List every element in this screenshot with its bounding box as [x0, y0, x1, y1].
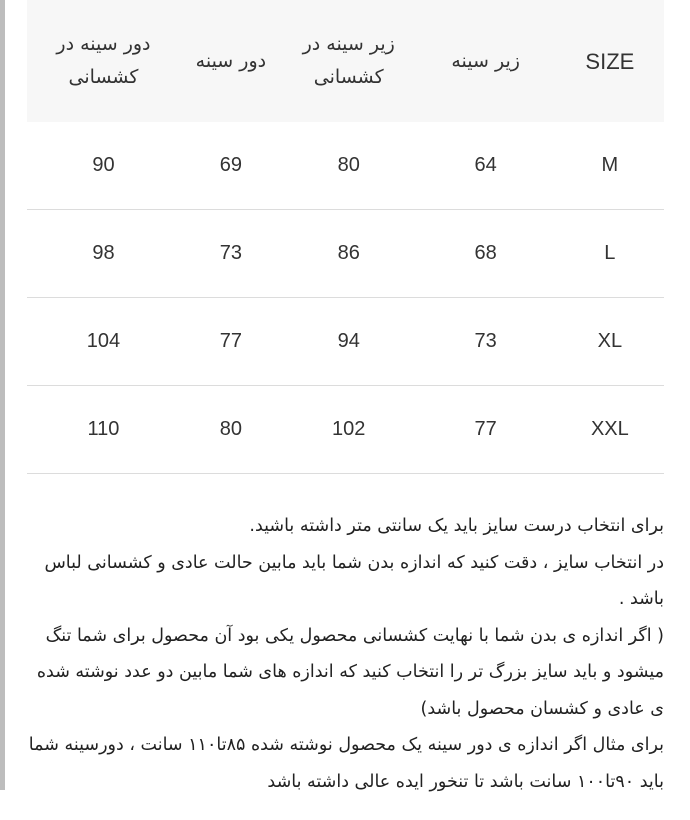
cell-bust-stretch: 110 [87, 417, 120, 440]
cell-bust-stretch: 98 [92, 241, 115, 264]
header-size: SIZE [585, 48, 635, 74]
size-table-body [27, 122, 664, 473]
cell-size: XXL [590, 417, 629, 440]
cell-under-bust-stretch: 80 [337, 153, 360, 176]
header-row [27, 0, 664, 122]
cell-under-bust-stretch: 94 [337, 329, 360, 352]
header-under-bust: زیر سینه [451, 49, 520, 72]
table-row [27, 209, 664, 297]
cell-under-bust: 64 [474, 153, 497, 176]
cell-size: L [604, 241, 616, 264]
note-paragraph: ( اگر اندازه ی بدن شما با نهایت کشسانی محصول یکی بود آن محصول برای شما تنگ میشود و باید سایز بزرگ تر را انتخاب کنید که اندازه های شما مابین دو عدد نوشته شده ی عادی و کشسان محصول باشد) [36, 625, 664, 719]
left-edge-strip [0, 0, 5, 790]
cell-under-bust-stretch: 102 [332, 417, 366, 440]
header-under-bust-stretch: زیر سینه در کشسانی [302, 33, 395, 88]
cell-bust: 69 [219, 153, 242, 176]
header-bust-stretch: دور سینه در کشسانی [56, 33, 151, 88]
size-table-container [27, 0, 664, 474]
cell-size: M [601, 153, 619, 176]
cell-bust-stretch: 104 [86, 329, 121, 352]
table-row [27, 122, 664, 209]
cell-bust: 73 [219, 241, 242, 264]
cell-bust: 80 [219, 417, 242, 440]
note-paragraph: در انتخاب سایز ، دقت کنید که اندازه بدن شما باید مابین حالت عادی و کشسانی لباس باشد . [44, 552, 664, 609]
size-guide-notes [26, 508, 664, 800]
cell-bust-stretch: 90 [92, 153, 115, 176]
size-table-header [27, 0, 664, 122]
note-paragraph: برای مثال اگر اندازه ی دور سینه یک محصول نوشته شده ۸۵تا۱۱۰ سانت ، دورسینه شما باید ۹۰تا۱۰۰ سانت باشد تا تنخور ایده عالی داشته باشد [28, 735, 664, 792]
cell-under-bust: 77 [474, 417, 497, 440]
table-row [27, 385, 664, 473]
cell-under-bust: 73 [474, 329, 497, 352]
table-row [27, 297, 664, 385]
note-paragraph: برای انتخاب درست سایز باید یک سانتی متر داشته باشید. [249, 516, 664, 536]
cell-under-bust-stretch: 86 [337, 241, 360, 264]
size-table [27, 0, 664, 474]
cell-size: XL [597, 329, 623, 352]
cell-under-bust: 68 [474, 241, 497, 264]
header-bust: دور سینه [195, 49, 267, 72]
cell-bust: 77 [219, 329, 242, 352]
